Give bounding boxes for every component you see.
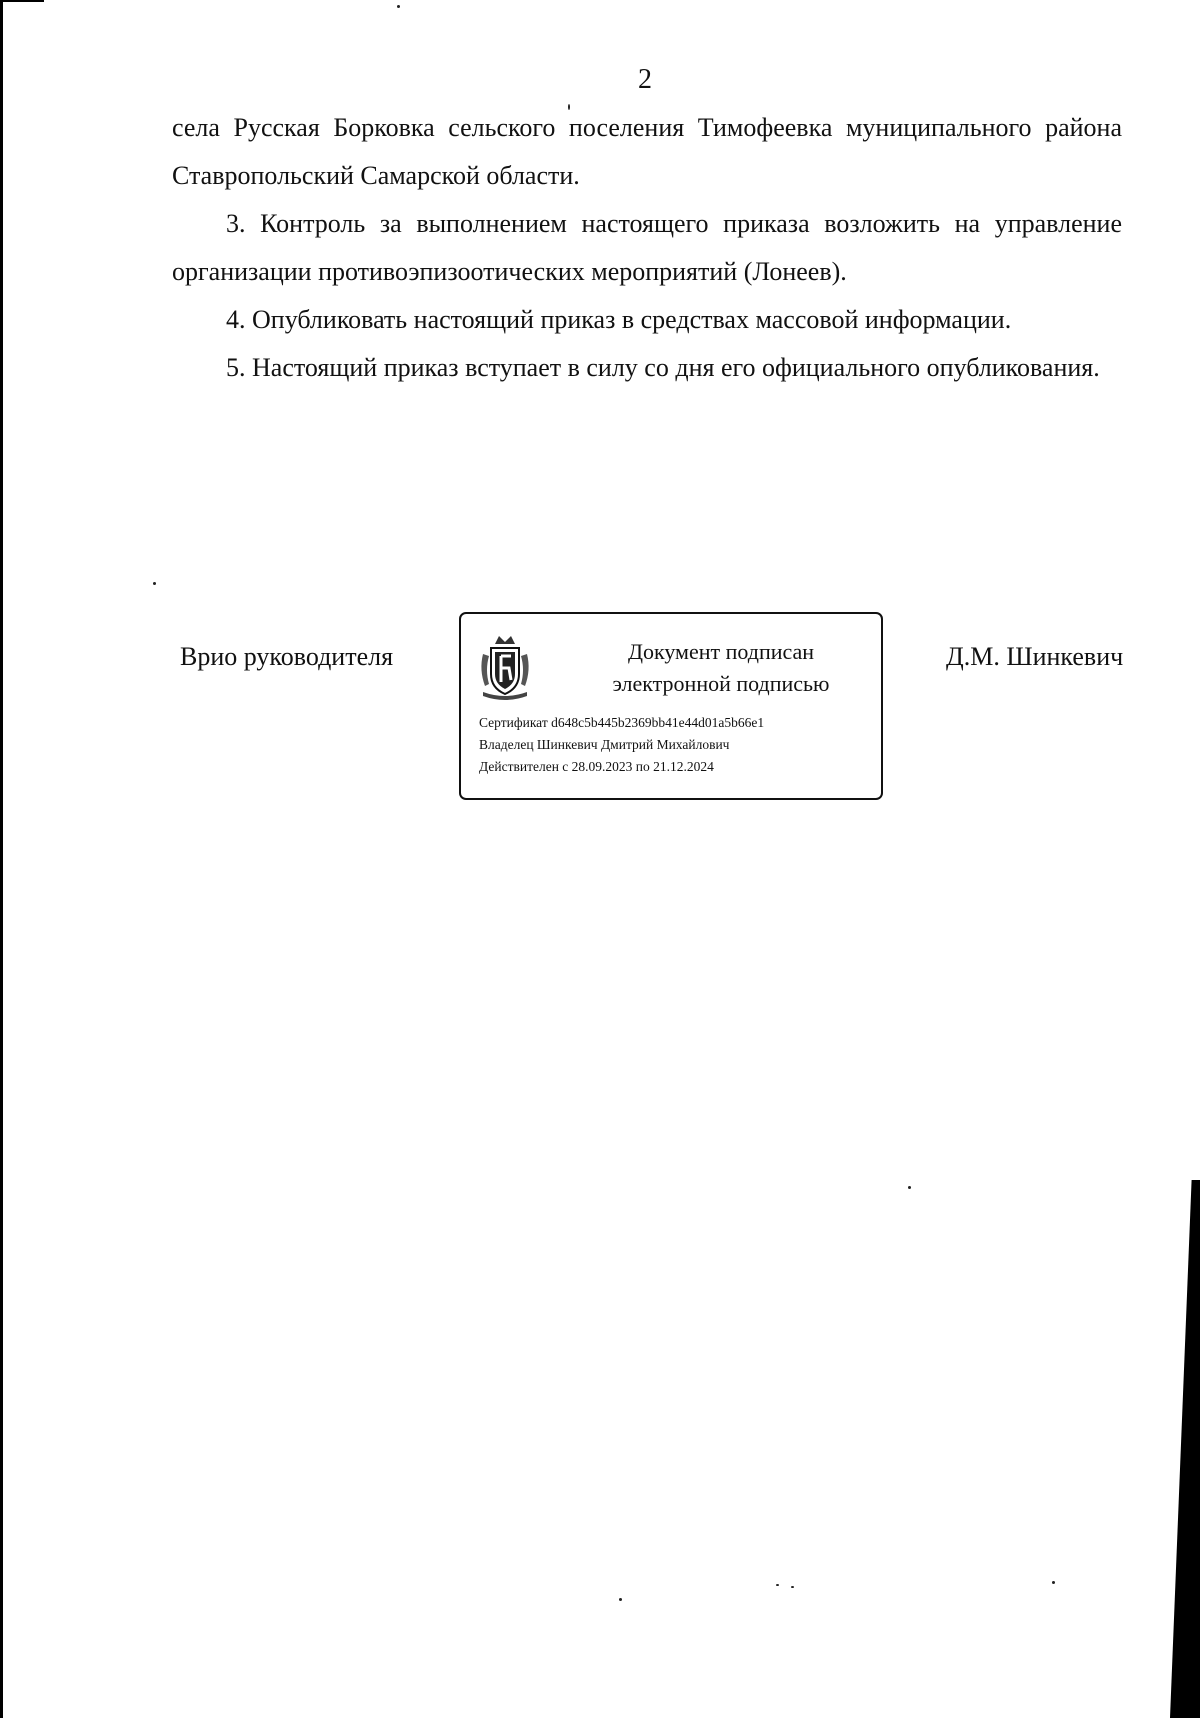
- scan-edge-right: [1170, 1180, 1200, 1718]
- scan-speck: [153, 582, 156, 585]
- stamp-title: [581, 636, 861, 700]
- scan-speck: [397, 5, 400, 8]
- stamp-owner: Владелец Шинкевич Дмитрий Михайлович: [479, 737, 730, 752]
- paragraph-item-4: 4. Опубликовать настоящий приказ в средствах массовой информации.: [226, 305, 1012, 334]
- stamp-details: [479, 712, 764, 778]
- scan-speck: [791, 1586, 794, 1588]
- scan-edge-top: [0, 0, 44, 2]
- scan-speck: [908, 1186, 911, 1189]
- stamp-certificate: Сертификат d648c5b445b2369bb41e44d01a5b66e1: [479, 715, 765, 730]
- stamp-validity: Действителен с 28.09.2023 по 21.12.2024: [479, 759, 714, 774]
- scan-speck: [776, 1584, 779, 1586]
- scan-edge-left: [0, 0, 3, 1718]
- stamp-title-line-1: Документ подписан: [627, 639, 815, 664]
- page-number: 2: [638, 64, 652, 95]
- paragraph-item-5: 5. Настоящий приказ вступает в силу со дня его официального опубликования.: [226, 353, 1100, 382]
- coat-of-arms-icon: [477, 634, 533, 700]
- scan-speck: [1052, 1581, 1055, 1584]
- electronic-signature-stamp: [459, 612, 883, 800]
- paragraph-item-3: 3. Контроль за выполнением настоящего приказа возложить на управление организации противоэпизоотических мероприятий (Лонеев).: [172, 209, 1122, 286]
- signer-position: Врио руководителя: [180, 642, 394, 671]
- paragraph-continuation: села Русская Борковка сельского поселения Тимофеевка муниципального района Ставропольский Самарской области.: [172, 113, 1122, 190]
- document-body: [172, 104, 1122, 392]
- signer-name: Д.М. Шинкевич: [946, 642, 1124, 671]
- scan-speck: [619, 1598, 622, 1601]
- stamp-title-line-2: электронной подписью: [612, 671, 830, 696]
